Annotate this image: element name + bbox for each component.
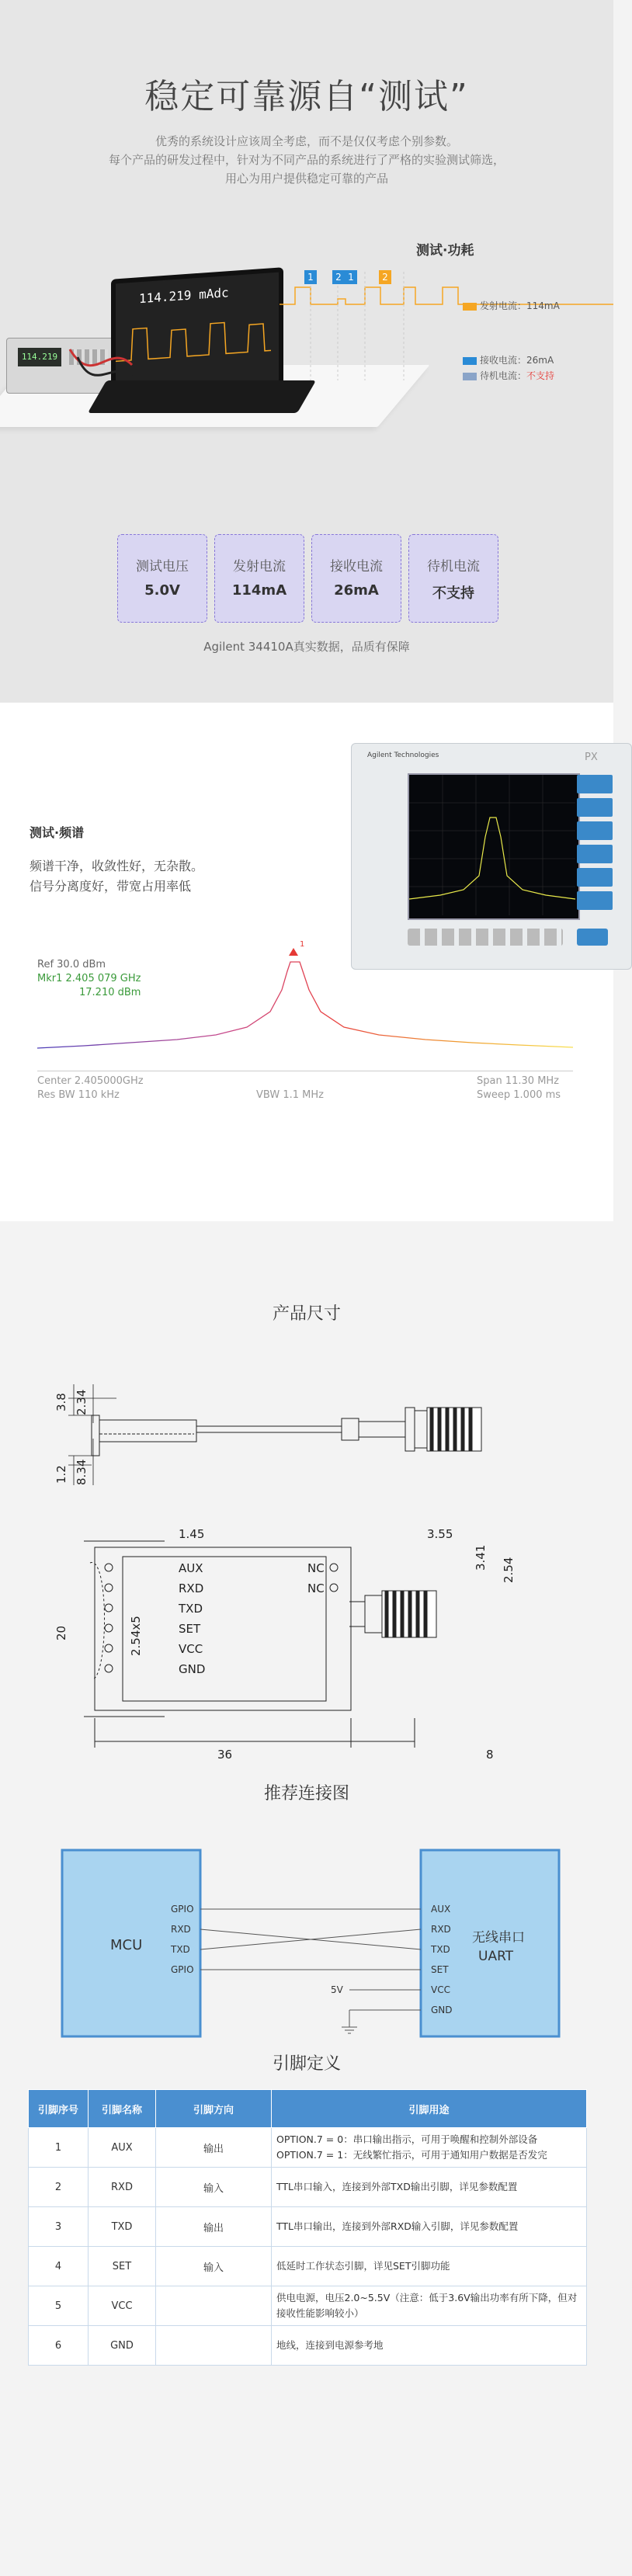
page-title: 稳定可靠源自“测试” (144, 77, 469, 116)
header-name: 引脚名称 (89, 2090, 156, 2128)
analyzer-softkeys (577, 775, 613, 915)
dim-8-34: 8.34 (75, 1459, 89, 1485)
table-row: 1 AUX 输出 OPTION.7 = 0：串口输出指示，可用于唤醒和控制外部设备 OPTION.7 = 1：无线繁忙指示，可用于通知用户数据是否发完 (29, 2128, 587, 2168)
spectrum-description: 频谱干净，收敛性好，无杂散。 信号分离度好，带宽占用率低 (30, 859, 204, 894)
supply-label: 5V (331, 1984, 343, 1995)
dim-2-54x5: 2.54x5 (129, 1616, 143, 1656)
dimensions-title: 产品尺寸 (272, 1304, 341, 1324)
spectrum-marker-label: 1 (300, 940, 305, 949)
dim-20: 20 (54, 1625, 68, 1640)
analyzer-trace (409, 775, 575, 915)
table-row: 4 SET 输入 低延时工作状态引脚，详见SET引脚功能 (29, 2247, 587, 2286)
tx-current-readout: 发射电流：114mA (463, 299, 560, 312)
power-test-section (0, 0, 613, 703)
dim-36: 36 (217, 1748, 233, 1762)
subtitle-line: 优秀的系统设计应该周全考虑，而不是仅仅考虑个别参数。 (155, 134, 458, 148)
table-row: 2 RXD 输入 TTL串口输入，连接到外部TXD输出引脚，详见参数配置 (29, 2168, 587, 2207)
power-waveform (280, 264, 613, 388)
timing-marker-1: 1 (304, 270, 317, 284)
table-row: 5 VCC 供电电源，电压2.0~5.5V（注意：低于3.6V输出功率有所下降，但对接收性能影响较小） (29, 2286, 587, 2326)
agilent-note: Agilent 34410A真实数据，品质有保障 (203, 640, 410, 654)
ref-level-label: Ref 30.0 dBm (37, 959, 106, 970)
spec-card-tx-current: 发射电流 114mA (214, 534, 304, 623)
spectrum-analyzer (351, 743, 632, 970)
pin-label-aux: AUX (179, 1561, 203, 1575)
dim-3-55: 3.55 (427, 1527, 453, 1541)
dim-8: 8 (486, 1748, 494, 1762)
mcu-pin-txd: TXD (171, 1944, 190, 1955)
laptop-reading: 114.219 mAdc (139, 285, 229, 307)
rx-current-readout: 接收电流：26mA (463, 353, 554, 366)
mcu-pin-rxd: RXD (171, 1924, 191, 1935)
uart-label-1: 无线串口 (472, 1930, 525, 1946)
mcu-pin-gpio-2: GPIO (171, 1964, 194, 1975)
table-row: 6 GND 地线，连接到电源参考地 (29, 2326, 587, 2366)
pin-label-nc-2: NC (307, 1581, 325, 1595)
test-cables (62, 342, 140, 404)
spec-card-rx-current: 接收电流 26mA (311, 534, 401, 623)
pin-table-title: 引脚定义 (272, 2054, 341, 2074)
timing-marker-4: 2 (379, 270, 391, 284)
subtitle-line: 每个产品的研发过程中，针对为不同产品的系统进行了严格的实验测试筛选， (108, 153, 505, 167)
analyzer-model: PX (585, 752, 598, 763)
span-label: Span 11.30 MHz (477, 1075, 560, 1087)
dim-1-45: 1.45 (179, 1527, 205, 1541)
pin-label-rxd: RXD (179, 1581, 204, 1595)
uart-label-2: UART (478, 1949, 514, 1964)
pin-label-vcc: VCC (179, 1642, 203, 1656)
timing-marker-2: 2 (332, 270, 345, 284)
dim-2-54: 2.54 (502, 1557, 516, 1583)
header-dir: 引脚方向 (156, 2090, 272, 2128)
spec-card-standby-current: 待机电流 不支持 (408, 534, 498, 623)
uart-pin-set: SET (431, 1964, 449, 1975)
pin-label-txd: TXD (179, 1602, 203, 1616)
uart-pin-gnd: GND (431, 2005, 453, 2015)
uart-pin-txd: TXD (431, 1944, 450, 1955)
analyzer-brand: Agilent Technologies (367, 752, 439, 759)
pin-label-gnd: GND (179, 1662, 206, 1676)
pin-table-header (29, 2090, 587, 2128)
spectrum-marker-icon (289, 948, 298, 956)
standby-current-readout: 待机电流：不支持 (463, 369, 554, 382)
page-subtitle (0, 132, 613, 188)
dim-2-34: 2.34 (75, 1389, 89, 1415)
pin-label-set: SET (179, 1622, 201, 1636)
mcu-label: MCU (110, 1937, 143, 1953)
analyzer-display (408, 773, 580, 920)
table-row: 3 TXD 输出 TTL串口输出，连接到外部RXD输入引脚，详见参数配置 (29, 2207, 587, 2247)
pin-table (28, 2089, 587, 2366)
dim-3-8: 3.8 (54, 1393, 68, 1411)
center-freq-label: Center 2.405000GHz (37, 1075, 144, 1087)
timing-marker-3: 1 (345, 270, 357, 284)
dimension-drawing (54, 1338, 575, 1780)
uart-pin-vcc: VCC (431, 1984, 450, 1995)
analyzer-preset-button (577, 929, 608, 946)
pin-label-nc-1: NC (307, 1561, 325, 1575)
marker-level-label: 17.210 dBm (79, 987, 141, 998)
header-use: 引脚用途 (272, 2090, 587, 2128)
connection-diagram (54, 1842, 567, 2044)
datasheet-section (0, 1221, 613, 2576)
spectrum-title: 测试·频谱 (30, 825, 85, 840)
mcu-pin-gpio-1: GPIO (171, 1904, 194, 1915)
vbw-label: VBW 1.1 MHz (256, 1089, 324, 1101)
uart-pin-aux: AUX (431, 1904, 451, 1915)
spec-card-voltage: 测试电压 5.0V (117, 534, 207, 623)
res-bw-label: Res BW 110 kHz (37, 1089, 120, 1101)
marker-freq-label: Mkr1 2.405 079 GHz (37, 973, 141, 984)
dim-1-2: 1.2 (54, 1465, 68, 1484)
power-test-title: 测试·功耗 (416, 243, 474, 259)
rx-tag-icon (463, 357, 477, 365)
connection-title: 推荐连接图 (263, 1784, 349, 1804)
multimeter-display: 114.219 (18, 348, 61, 366)
tx-tag-icon (463, 303, 477, 311)
uart-pin-rxd: RXD (431, 1924, 451, 1935)
header-no: 引脚序号 (29, 2090, 89, 2128)
subtitle-line: 用心为用户提供稳定可靠的产品 (224, 172, 388, 186)
spectrum-trace (37, 943, 573, 1060)
sweep-label: Sweep 1.000 ms (477, 1089, 561, 1101)
dim-3-41: 3.41 (474, 1544, 488, 1571)
spectrum-section (0, 703, 613, 1221)
standby-tag-icon (463, 373, 477, 380)
